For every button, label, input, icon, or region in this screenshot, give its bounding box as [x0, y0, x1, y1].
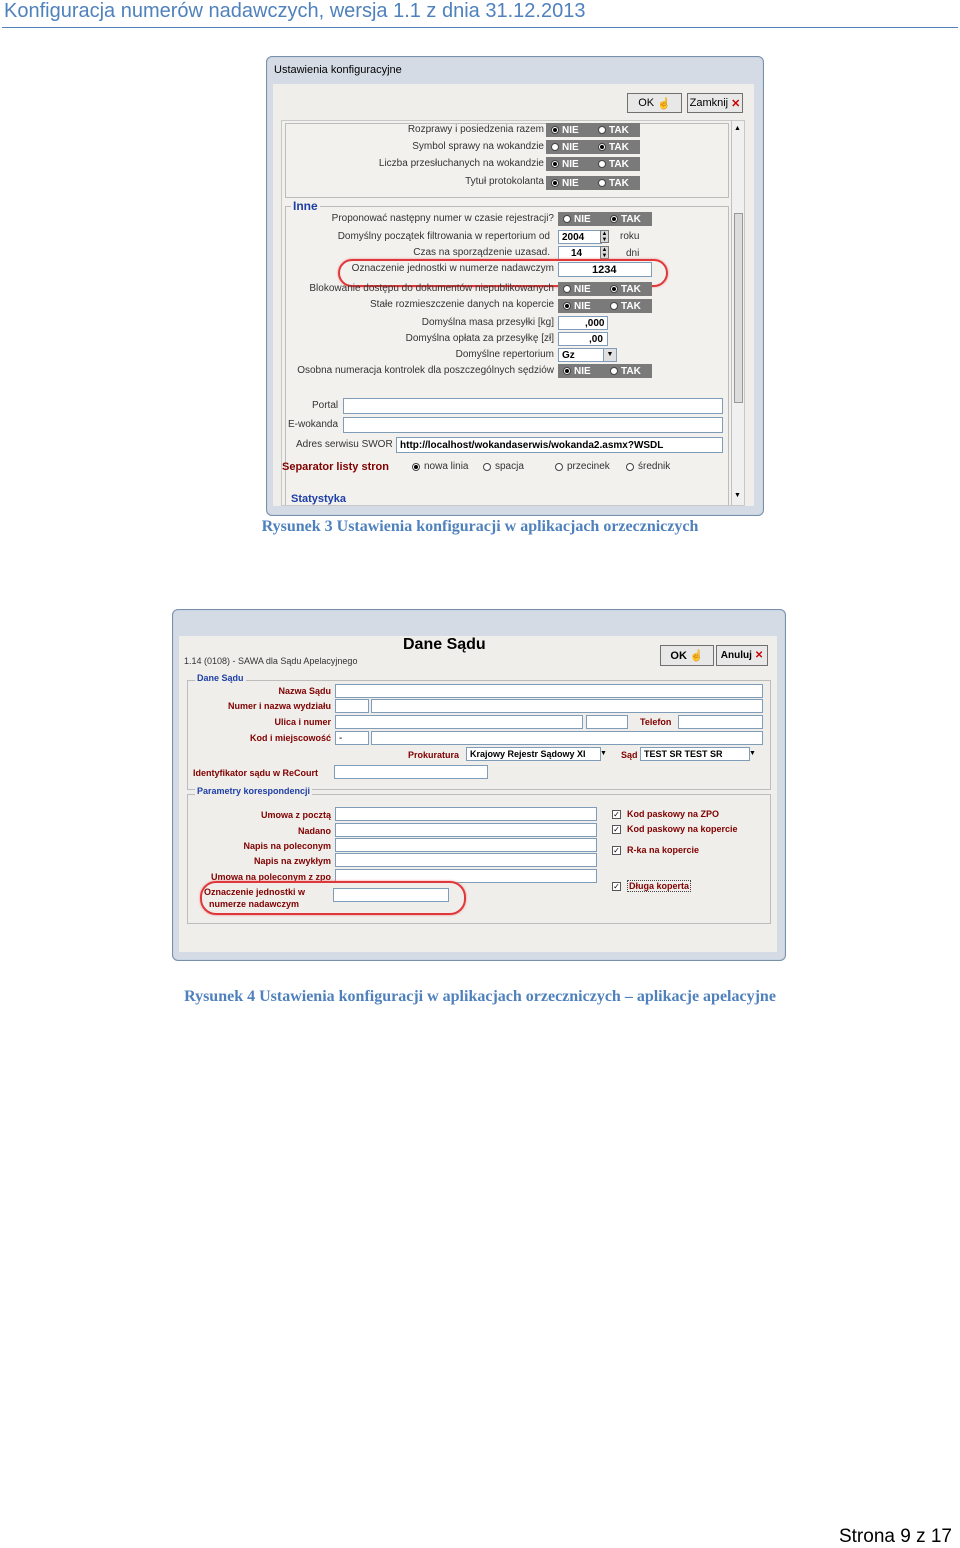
row-label-hearings: Rozprawy i posiedzenia razem: [407, 124, 544, 135]
close-label: Zamknij: [689, 97, 729, 109]
regular-caption-label: Napis na zwykłym: [253, 856, 331, 866]
radio-no-label: NIE: [562, 177, 579, 189]
close-button[interactable]: [687, 93, 743, 113]
radio-yes[interactable]: [598, 126, 606, 134]
street-input[interactable]: [335, 715, 583, 729]
regular-caption-input[interactable]: [335, 853, 597, 867]
registered-zpo-label: Umowa na poleconym z zpo: [210, 872, 331, 882]
radio-no-selected[interactable]: [551, 179, 559, 187]
time-unit: dni: [626, 248, 640, 259]
radio-yes-label: TAK: [621, 213, 641, 225]
cancel-button[interactable]: [716, 645, 768, 666]
street-label: Ulica i numer: [274, 717, 331, 727]
default-fee-input[interactable]: ,00: [558, 332, 608, 346]
checkbox-label: R-ka na kopercie: [627, 845, 700, 855]
radio-no-label: NIE: [574, 300, 591, 312]
ok-button[interactable]: [660, 645, 714, 666]
court-window-title: Dane Sądu: [403, 636, 486, 653]
default-fee-label: Domyślna opłata za przesyłkę [zł]: [405, 333, 554, 344]
propose-label: Proponować następny numer w czasie rejestracji?: [331, 213, 554, 224]
sender-unit-label-line2: numerze nadawczym: [209, 899, 300, 909]
radio-yes-selected[interactable]: [610, 215, 618, 223]
radio-yes[interactable]: [598, 179, 606, 187]
department-name-input[interactable]: [371, 699, 763, 713]
correspondence-group-title: Parametry korespondencji: [197, 786, 311, 796]
justification-time-input[interactable]: 14: [558, 246, 602, 260]
statystyka-group-title: Statystyka: [291, 493, 347, 505]
radio-selected[interactable]: [412, 463, 420, 471]
radio-yes-label: TAK: [609, 177, 629, 189]
ewokanda-input[interactable]: [343, 417, 723, 433]
radio-no-selected[interactable]: [563, 367, 571, 375]
document-header-title: Konfiguracja numerów nadawczych, wersja 1.1 z dnia 31.12.2013: [4, 0, 586, 22]
default-repertory-label: Domyślne repertorium: [455, 349, 554, 360]
radio-yes[interactable]: [610, 367, 618, 375]
chevron-down-icon[interactable]: ▼: [603, 348, 617, 362]
chevron-down-icon[interactable]: ▼: [749, 750, 756, 757]
separator-label: Separator listy stron: [282, 461, 389, 473]
sender-unit-label-line1: Oznaczenie jednostki w: [204, 887, 306, 897]
default-mass-label: Domyślna masa przesyłki [kg]: [421, 317, 554, 328]
close-icon: ✕: [731, 97, 741, 110]
separate-numbering-label: Osobna numeracja kontrolek dla poszczególnych sędziów: [297, 365, 554, 376]
checkbox-checked[interactable]: ✓: [613, 824, 620, 834]
scroll-thumb[interactable]: [734, 213, 743, 403]
radio-yes-label: TAK: [621, 300, 641, 312]
radio[interactable]: [555, 463, 563, 471]
fixed-layout-label: Stałe rozmieszczenie danych na kopercie: [370, 299, 554, 310]
thumb-up-icon: ☝: [689, 650, 704, 662]
postal-agreement-label: Umowa z pocztą: [260, 810, 331, 820]
phone-input[interactable]: [678, 715, 763, 729]
filter-unit: roku: [620, 231, 640, 242]
recourt-id-input[interactable]: [334, 765, 488, 779]
swor-address-label: Adres serwisu SWOR: [296, 439, 393, 450]
radio[interactable]: [626, 463, 634, 471]
court-name-input[interactable]: [335, 684, 763, 698]
radio-yes-selected[interactable]: [610, 285, 618, 293]
recourt-id-label: Identyfikator sądu w ReCourt: [193, 768, 319, 778]
radio-yes-label: TAK: [609, 124, 629, 136]
radio-no-label: NIE: [574, 283, 591, 295]
version-text: 1.14 (0108) - SAWA dla Sądu Apelacyjnego: [184, 656, 358, 666]
radio-no-selected[interactable]: [551, 160, 559, 168]
sender-unit-input[interactable]: 1234: [558, 262, 652, 277]
separator-option-semicolon[interactable]: [626, 461, 670, 472]
radio[interactable]: [483, 463, 491, 471]
checkbox-label: Kod paskowy na kopercie: [627, 824, 738, 834]
court-data-window: [172, 609, 786, 961]
figure-3-caption: Rysunek 3 Ustawienia konfiguracji w aplikacjach orzeczniczych: [261, 518, 699, 535]
scroll-down-icon[interactable]: ▼: [734, 492, 741, 499]
radio-pair-recorder-title[interactable]: [546, 176, 640, 190]
checkbox-checked[interactable]: ✓: [613, 845, 620, 855]
checkbox-rka-envelope[interactable]: [612, 845, 699, 855]
filter-spin-control[interactable]: ▲ ▼: [601, 231, 608, 243]
radio-yes-label: TAK: [621, 365, 641, 377]
sent-input[interactable]: [335, 823, 597, 837]
court-select[interactable]: TEST SR TEST SR: [640, 747, 750, 761]
checkbox-label: Kod paskowy na ZPO: [627, 809, 720, 819]
radio-no-selected[interactable]: [563, 302, 571, 310]
vertical-scrollbar[interactable]: [731, 121, 745, 505]
ok-label: OK: [670, 649, 687, 662]
radio-pair-case-symbol[interactable]: [546, 140, 640, 154]
ok-label: OK: [638, 97, 655, 109]
scroll-up-icon[interactable]: ▲: [734, 125, 741, 132]
radio-pair-block-access[interactable]: [558, 282, 652, 296]
ok-button[interactable]: [627, 93, 682, 113]
page-number: Strona 9 z 17: [838, 1526, 952, 1547]
radio-no-label: NIE: [562, 141, 579, 153]
radio-no-label: NIE: [562, 124, 579, 136]
option-label: przecinek: [567, 461, 610, 472]
figure-4-caption: Rysunek 4 Ustawienia konfiguracji w aplikacjach orzeczniczych – aplikacje apelacyjne: [184, 988, 776, 1005]
sender-unit-input[interactable]: [333, 888, 449, 902]
department-number-input[interactable]: [335, 699, 369, 713]
radio-yes-label: TAK: [621, 283, 641, 295]
time-spin-control[interactable]: ▲ ▼: [601, 247, 608, 259]
postal-code-input[interactable]: -: [335, 731, 369, 745]
registered-caption-input[interactable]: [335, 838, 597, 852]
filter-start-year-input[interactable]: 2004: [558, 230, 602, 244]
radio-yes-selected[interactable]: [598, 143, 606, 151]
court-window-body: [179, 636, 777, 952]
registered-caption-label: Napis na poleconym: [243, 841, 331, 851]
checkbox-zpo-barcode[interactable]: [612, 809, 719, 819]
radio-yes-label: TAK: [609, 141, 629, 153]
filter-start-label: Domyślny początek filtrowania w repertorium od: [337, 231, 550, 242]
portal-label: Portal: [312, 400, 339, 411]
radio-no-label: NIE: [562, 158, 579, 170]
window-title: Ustawienia konfiguracyjne: [274, 64, 402, 76]
cancel-label: Anuluj: [720, 650, 752, 661]
inne-group-title: Inne: [293, 199, 318, 213]
radio-no[interactable]: [563, 285, 571, 293]
radio-no-label: NIE: [574, 365, 591, 377]
phone-label: Telefon: [640, 717, 672, 727]
postal-agreement-input[interactable]: [335, 807, 597, 821]
thumb-up-icon: ☝: [657, 97, 671, 110]
option-label: nowa linia: [424, 461, 469, 472]
street-number-input[interactable]: [586, 715, 628, 729]
radio-pair-hearings[interactable]: [546, 123, 640, 137]
option-label: spacja: [495, 461, 524, 472]
radio-yes-label: TAK: [609, 158, 629, 170]
checkbox-checked[interactable]: ✓: [613, 809, 620, 819]
radio-no[interactable]: [563, 215, 571, 223]
radio-yes[interactable]: [598, 160, 606, 168]
radio-no-selected[interactable]: [551, 126, 559, 134]
checkbox-envelope-barcode[interactable]: [612, 824, 738, 834]
court-name-label: Nazwa Sądu: [278, 686, 331, 696]
chevron-down-icon[interactable]: ▼: [600, 750, 607, 757]
close-icon: ✕: [754, 650, 764, 661]
prosecutor-label: Prokuratura: [408, 750, 460, 760]
prosecutor-select[interactable]: Krajowy Rejestr Sądowy XI: [466, 747, 601, 761]
header-rule: [2, 27, 958, 28]
checkbox-checked[interactable]: ✓: [613, 881, 620, 891]
radio-no[interactable]: [551, 143, 559, 151]
sent-label: Nadano: [297, 826, 331, 836]
default-repertory-select[interactable]: Gz: [558, 348, 604, 362]
portal-input[interactable]: [343, 398, 723, 414]
row-label-witness-count: Liczba przesłuchanych na wokandzie: [378, 158, 544, 169]
postal-code-label: Kod i miejscowość: [249, 733, 331, 743]
separator-option-comma[interactable]: [555, 461, 610, 472]
department-label: Numer i nazwa wydziału: [227, 701, 331, 711]
ewokanda-label: E-wokanda: [288, 419, 339, 430]
radio-yes[interactable]: [610, 302, 618, 310]
block-access-label: Blokowanie dostępu do dokumentów niepublikowanych: [309, 283, 554, 294]
radio-no-label: NIE: [574, 213, 591, 225]
checkbox-long-envelope[interactable]: [612, 880, 691, 892]
checkbox-label: Długa koperta: [629, 881, 690, 891]
radio-pair-separate-numbering[interactable]: [558, 364, 652, 378]
default-mass-input[interactable]: ,000: [558, 316, 608, 330]
radio-pair-propose[interactable]: [558, 212, 652, 226]
sender-unit-label: Oznaczenie jednostki w numerze nadawczym: [351, 263, 554, 274]
radio-pair-witness-count[interactable]: [546, 157, 640, 171]
settings-window: [266, 56, 764, 516]
separator-option-newline[interactable]: [412, 461, 468, 472]
city-input[interactable]: [371, 731, 763, 745]
option-label: średnik: [638, 461, 671, 472]
radio-pair-fixed-layout[interactable]: [558, 299, 652, 313]
row-label-recorder-title: Tytuł protokolanta: [465, 176, 544, 187]
swor-address-input[interactable]: http://localhost/wokandaserwis/wokanda2.asmx?WSDL: [396, 437, 723, 453]
court-data-group-title: Dane Sądu: [197, 673, 244, 683]
court-label: Sąd: [621, 750, 638, 760]
row-label-case-symbol: Symbol sprawy na wokandzie: [412, 141, 544, 152]
separator-option-space[interactable]: [483, 461, 524, 472]
settings-scroll-area: [281, 120, 745, 506]
justification-time-label: Czas na sporządzenie uzasad.: [413, 247, 550, 258]
window-body: [273, 84, 754, 506]
